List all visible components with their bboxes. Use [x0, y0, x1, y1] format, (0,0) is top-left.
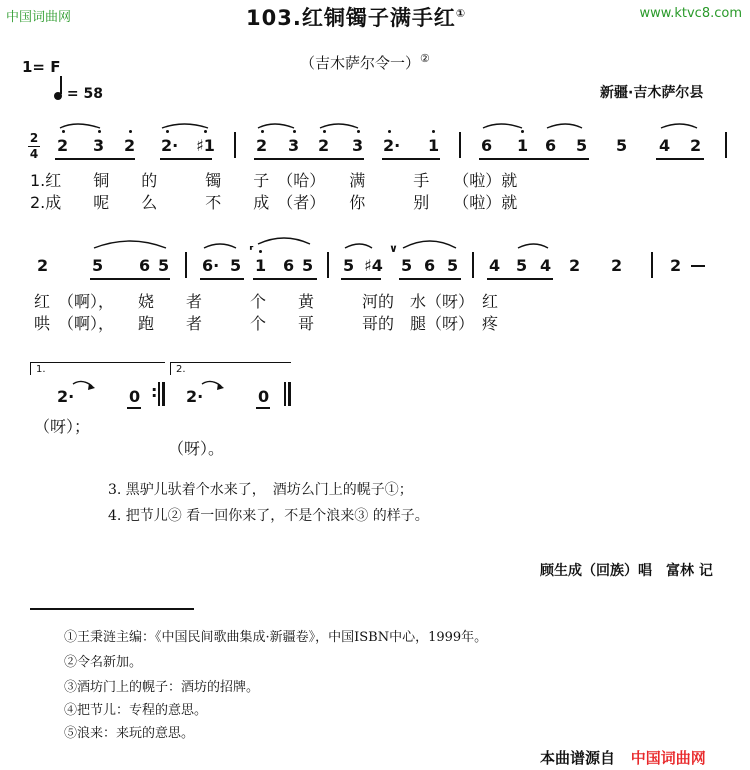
note: 6	[424, 256, 436, 275]
second-ending-label: 2.	[176, 364, 186, 375]
note: 6·	[202, 256, 220, 275]
footnote-2: ②令名新加。	[64, 655, 143, 670]
note: 2·	[383, 136, 401, 155]
note: 5	[343, 256, 355, 275]
note: ♯4	[364, 256, 383, 275]
verse-4: 4. 把节儿② 看一回你来了，不是个浪来③ 的样子。	[108, 508, 429, 524]
note: 2	[37, 256, 49, 275]
note: 2·	[186, 387, 204, 406]
note: 5	[302, 256, 314, 275]
note: 2	[318, 136, 330, 155]
note: 1	[517, 136, 529, 155]
time-sig-bottom: 4	[29, 147, 39, 162]
lyric-row-2-verse-2: 哄 （啊）， 跑 者 个 哥 哥的 腿（呀） 疼	[34, 314, 499, 333]
footnote-1: ①王秉涟主编：《中国民间歌曲集成·新疆卷》，中国ISBN中心，1999年。	[64, 630, 488, 645]
note: 5	[447, 256, 459, 275]
note: 2	[670, 256, 682, 275]
note: 5	[401, 256, 413, 275]
key-signature: 1= F	[22, 58, 61, 76]
note: 2·	[57, 387, 75, 406]
note: 2	[124, 136, 136, 155]
note: 5	[92, 256, 104, 275]
lyric-row-1-verse-2: 2.成 呢 么 不 成 （者） 你 别 （啦）就	[30, 193, 518, 212]
performer-credit: 顾生成（回族）唱 富林 记	[540, 563, 713, 579]
note: 2	[569, 256, 581, 275]
lyric-ending-1: （呀）；	[34, 417, 91, 436]
lyric-row-1-verse-1: 1.红 铜 的 镯 子 （哈） 满 手 （啦）就	[30, 171, 518, 190]
footnote-3: ③酒坊门上的幌子：酒坊的招牌。	[64, 680, 260, 695]
note: 0	[129, 387, 141, 406]
note: 5	[616, 136, 628, 155]
subtitle-text: （吉木萨尔令一）	[300, 54, 421, 72]
note: 6	[545, 136, 557, 155]
note: 3	[288, 136, 300, 155]
note: 2	[256, 136, 268, 155]
region-label: 新疆·吉木萨尔县	[600, 85, 704, 101]
note: 1	[428, 136, 440, 155]
watermark-right: www.ktvc8.com	[639, 6, 742, 21]
note: 4	[659, 136, 671, 155]
subtitle-footnote-mark: ②	[420, 52, 430, 65]
watermark-left: 中国词曲网	[6, 10, 72, 25]
note: ♯1	[196, 136, 215, 155]
footnote-divider	[30, 608, 194, 610]
note: 4	[540, 256, 552, 275]
title-footnote-mark: ①	[455, 7, 467, 20]
song-title-text: 103.红铜镯子满手红	[246, 6, 456, 30]
note: 6	[139, 256, 151, 275]
source-label: 本曲谱源自	[540, 749, 616, 767]
note: 4	[489, 256, 501, 275]
first-ending-label: 1.	[36, 364, 46, 375]
note: 5	[516, 256, 528, 275]
note: 5	[576, 136, 588, 155]
note: 1	[255, 256, 267, 275]
footnote-5: ⑤浪来：来玩的意思。	[64, 726, 195, 741]
note: 2	[57, 136, 69, 155]
note: 2	[690, 136, 702, 155]
lyric-ending-2: （呀）。	[168, 439, 225, 458]
footnote-4: ④把节儿：专程的意思。	[64, 703, 208, 718]
note: 0	[258, 387, 270, 406]
note: 3	[93, 136, 105, 155]
lyric-row-2-verse-1: 红 （啊）， 娆 者 个 黄 河的 水（呀） 红	[34, 292, 499, 311]
note: 2·	[161, 136, 179, 155]
note: 3	[352, 136, 364, 155]
verse-3: 3. 黑驴儿驮着个水来了， 酒坊么门上的幌子①；	[108, 482, 413, 498]
source-site[interactable]: 中国词曲网	[630, 749, 706, 767]
tempo-value: = 58	[66, 86, 103, 102]
note: 5	[230, 256, 242, 275]
source-footer	[540, 747, 706, 768]
time-sig-top: 2	[29, 131, 39, 145]
note: 5	[158, 256, 170, 275]
note: 6	[283, 256, 295, 275]
note: 2	[611, 256, 623, 275]
note: 6	[481, 136, 493, 155]
